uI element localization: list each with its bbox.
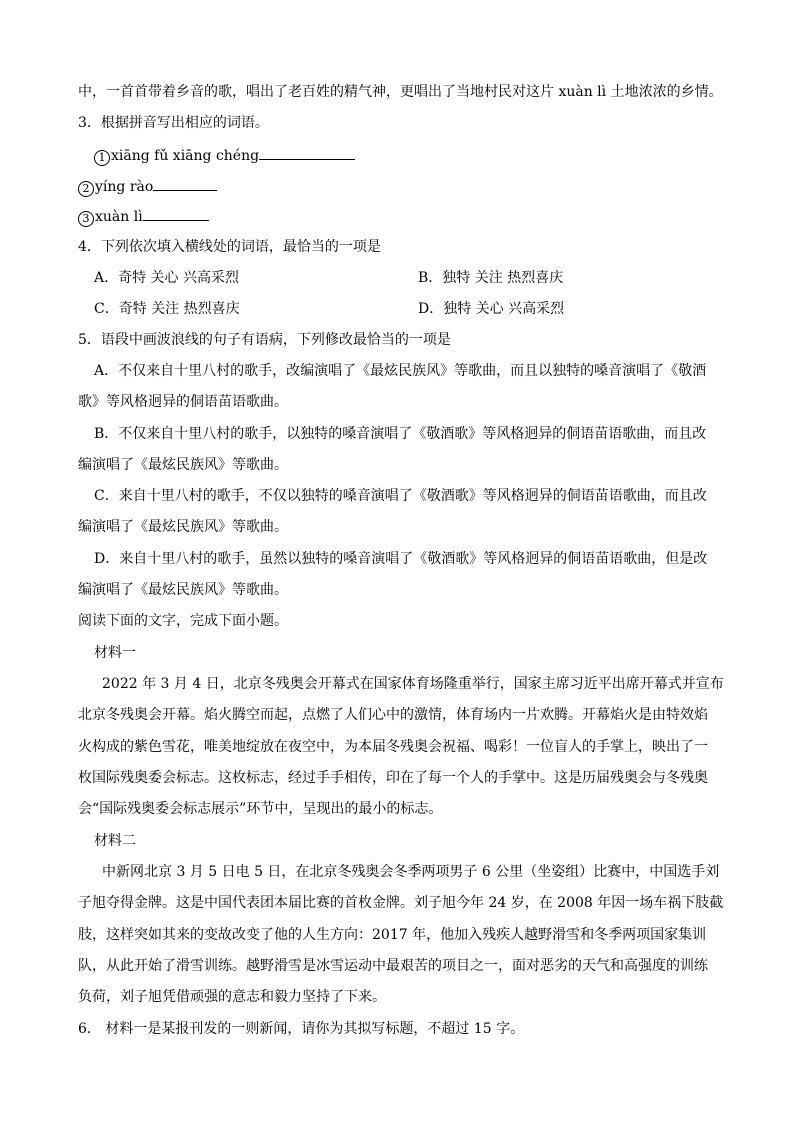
material-2-line-4: 队，从此开始了滑雪训练。越野滑雪是冰雪运动中最艰苦的项目之一，面对恶劣的天气和高强度的训练 — [78, 958, 708, 974]
question-3-item-2 — [78, 176, 217, 197]
material-1-line-2: 北京冬残奥会开幕。焰火腾空而起，点燃了人们心中的激情，体育场内一片欢腾。开幕焰火是由特效焰 — [78, 707, 708, 723]
material-2-line-5: 负荷，刘子旭凭借顽强的意志和毅力坚持了下来。 — [78, 989, 386, 1005]
pinyin-1: xiāng fǔ xiāng chéng — [111, 148, 260, 164]
q5-option-c-line1[interactable]: C．来自十里八村的歌手，不仅以独特的嗓音演唱了《敬酒歌》等风格迥异的侗语苗语歌曲，而且改 — [94, 488, 707, 504]
circled-number-3: 3 — [78, 211, 94, 227]
circled-number-1: 1 — [94, 150, 110, 166]
question-5-stem: 5．语段中画波浪线的句子有语病，下列修改最恰当的一项是 — [78, 332, 451, 348]
material-2-line-3: 肢，这样突如其来的变故改变了他的人生方向：2017 年，他加入残疾人越野滑雪和冬季两项国家集训 — [78, 927, 707, 943]
material-1-line-5: 会“国际残奥委会标志展示”环节中，呈现出的最小的标志。 — [78, 801, 443, 817]
pinyin-2: yíng rào — [95, 179, 154, 195]
material-2-line-2: 子旭夺得金牌。这是中国代表团本届比赛的首枚金牌。刘子旭今年 24 岁，在 2008 年因一场车祸下肢截 — [78, 895, 724, 911]
material-1-line-1: 2022 年 3 月 4 日，北京冬残奥会开幕式在国家体育场隆重举行，国家主席习近平出席开幕式并宣布 — [102, 676, 724, 692]
q5-option-d-line1[interactable]: D．来自十里八村的歌手，虽然以独特的嗓音演唱了《敬酒歌》等风格迥异的侗语苗语歌曲，但是改 — [94, 551, 708, 567]
q4-option-d[interactable]: D．独特 关心 兴高采烈 — [418, 301, 565, 317]
q5-option-a-line2[interactable]: 歌》等风格迥异的侗语苗语歌曲。 — [78, 394, 288, 410]
q4-option-c[interactable]: C．奇特 关注 热烈喜庆 — [94, 301, 240, 317]
answer-blank-1[interactable] — [259, 145, 355, 160]
passage-end-line: 中，一首首带着乡音的歌，唱出了老百姓的精气神，更唱出了当地村民对这片 xuàn lì 土地浓浓的乡情。 — [78, 84, 723, 100]
pinyin-3: xuàn lì — [95, 209, 143, 225]
material-2-line-1: 中新网北京 3 月 5 日电 5 日，在北京冬残奥会冬季两项男子 6 公里（坐姿组）比赛中，中国选手刘 — [102, 864, 720, 880]
q4-option-b[interactable]: B．独特 关注 热烈喜庆 — [418, 270, 564, 286]
q4-option-a[interactable]: A．奇特 关心 兴高采烈 — [94, 270, 240, 286]
question-4-stem: 4．下列依次填入横线处的词语，最恰当的一项是 — [78, 239, 381, 255]
question-3-item-1 — [94, 145, 355, 166]
material-1-line-4: 枚国际残奥委会标志。这枚标志，经过手手相传，印在了每一个人的手掌中。这是历届残奥会与冬残奥 — [78, 770, 708, 786]
material-1-line-3: 火构成的紫色雪花，唯美地绽放在夜空中，为本届冬残奥会祝福、喝彩！一位盲人的手掌上，映出了一 — [78, 739, 708, 755]
q5-option-d-line2[interactable]: 编演唱了《最炫民族风》等歌曲。 — [78, 582, 288, 598]
q5-option-b-line2[interactable]: 编演唱了《最炫民族风》等歌曲。 — [78, 457, 288, 473]
material-2-heading: 材料二 — [94, 833, 136, 849]
answer-blank-3[interactable] — [143, 206, 209, 221]
q5-option-b-line1[interactable]: B．不仅来自十里八村的歌手，以独特的嗓音演唱了《敬酒歌》等风格迥异的侗语苗语歌曲，而且改 — [94, 426, 707, 442]
material-1-heading: 材料一 — [94, 645, 136, 661]
circled-number-2: 2 — [78, 181, 94, 197]
answer-blank-2[interactable] — [153, 176, 217, 191]
question-3-item-3 — [78, 206, 209, 227]
q5-option-c-line2[interactable]: 编演唱了《最炫民族风》等歌曲。 — [78, 519, 288, 535]
question-6-stem: 6． 材料一是某报刊发的一则新闻，请你为其拟写标题，不超过 15 字。 — [78, 1021, 525, 1037]
reading-instruction: 阅读下面的文字，完成下面小题。 — [78, 613, 288, 629]
q5-option-a-line1[interactable]: A．不仅来自十里八村的歌手，改编演唱了《最炫民族风》等歌曲，而且以独特的嗓音演唱了《敬酒 — [94, 363, 707, 379]
question-3-stem: 3．根据拼音写出相应的词语。 — [78, 115, 269, 131]
